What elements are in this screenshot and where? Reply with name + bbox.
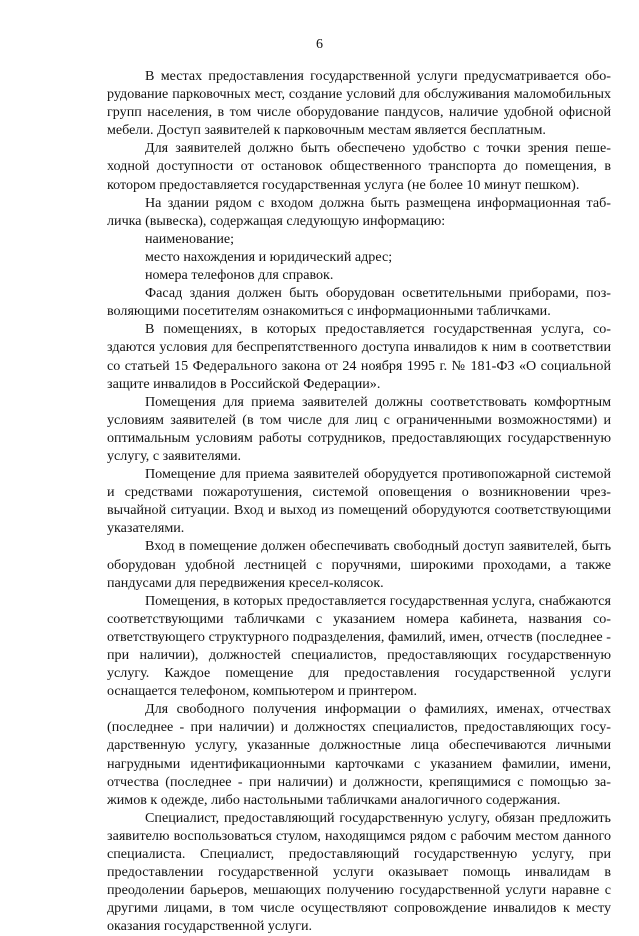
list-item-phones: номера телефонов для справок. [145, 267, 334, 284]
list-item-address: место нахождения и юридический адрес; [145, 248, 393, 265]
paragraph-disabled-access: В помещениях, в которых предоставляется государственная услуга, создаются условия для беспрепятственного доступа инвалидов к ним в соответствии со статьей 15 Федерального закона от 24 ноября 1995 г. № 181-ФЗ «О социальной защите инвалидов в Российской Федерации». [107, 321, 611, 392]
paragraph-comfort-conditions: Помещения для приема заявителей должны соответствовать комфортным условиям заявителей (в том числе для лиц с ограниченными возможностями) и оптимальным условиям работы сотрудников, предоставляющих государственную услугу, с заявителями. [107, 393, 611, 464]
paragraph-room-signs: Помещения, в которых предоставляется государственная услуга, снабжаются соответствующими табличками с указанием номера кабинета, названия соответствующего структурного подразделения, фамилий, имен, отчеств (последнее - при наличии), должностей специалистов, предоставляющих государственную услугу. Каждое помещение для предоставления государственной услуги оснащается телефоном, компьютером и принтером. [107, 592, 611, 700]
page-number: 6 [316, 37, 323, 52]
paragraph-pedestrian-access: Для заявителей должно быть обеспечено удобство с точки зрения пешеходной доступности от остановок общественного транспорта до помещения, в котором предоставляется государственная услуга (не более 10 минут пешком). [107, 140, 611, 193]
paragraph-specialist-assistance: Специалист, предоставляющий государственную услугу, обязан предложить заявителю воспользоваться стулом, находящимся рядом с рабочим местом данного специалиста. Специалист, предоставляющий государственную услугу, при предоставлении государственной услуги оказывает помощь инвалидам в преодолении барьеров, мешающих получению государственной услуги наравне с другими лицами, в том числе осуществляют сопровождение инвалидов к месту оказания государственной услуги. [107, 809, 611, 935]
document-body [107, 67, 611, 936]
paragraph-entrance: Вход в помещение должен обеспечивать свободный доступ заявителей, быть оборудован удобной лестницей с поручнями, широкими проходами, а также пандусами для передвижения кресел-колясок. [107, 538, 611, 591]
list-item-name: наименование; [145, 230, 235, 247]
paragraph-id-cards: Для свободного получения информации о фамилиях, именах, отчествах (последнее - при наличии) и должностях специалистов, предоставляющих государственную услугу, указанные должностные лица обеспечиваются личными нагрудными идентификационными карточками с указанием фамилии, имени, отчества (последнее - при наличии) и должности, крепящимися с помощью зажимов к одежде, либо настольными табличками аналогичного содержания. [107, 701, 611, 808]
paragraph-parking: В местах предоставления государственной услуги предусматривается оборудование парковочных мест, создание условий для обслуживания маломобильных групп населения, в том числе оборудование пандусов, наличие удобной офисной мебели. Доступ заявителей к парковочным местам является бесплатным. [107, 68, 611, 139]
paragraph-fire-safety: Помещение для приема заявителей оборудуется противопожарной системой и средствами пожаротушения, системой оповещения о возникновении чрезвычайной ситуации. Вход и выход из помещений оборудуются соответствующими указателями. [107, 466, 611, 537]
paragraph-signboard: На здании рядом с входом должна быть размещена информационная табличка (вывеска), содержащая следующую информацию: [107, 194, 611, 229]
paragraph-facade-lighting: Фасад здания должен быть оборудован осветительными приборами, позволяющими посетителям ознакомиться с информационными табличками. [107, 285, 611, 320]
